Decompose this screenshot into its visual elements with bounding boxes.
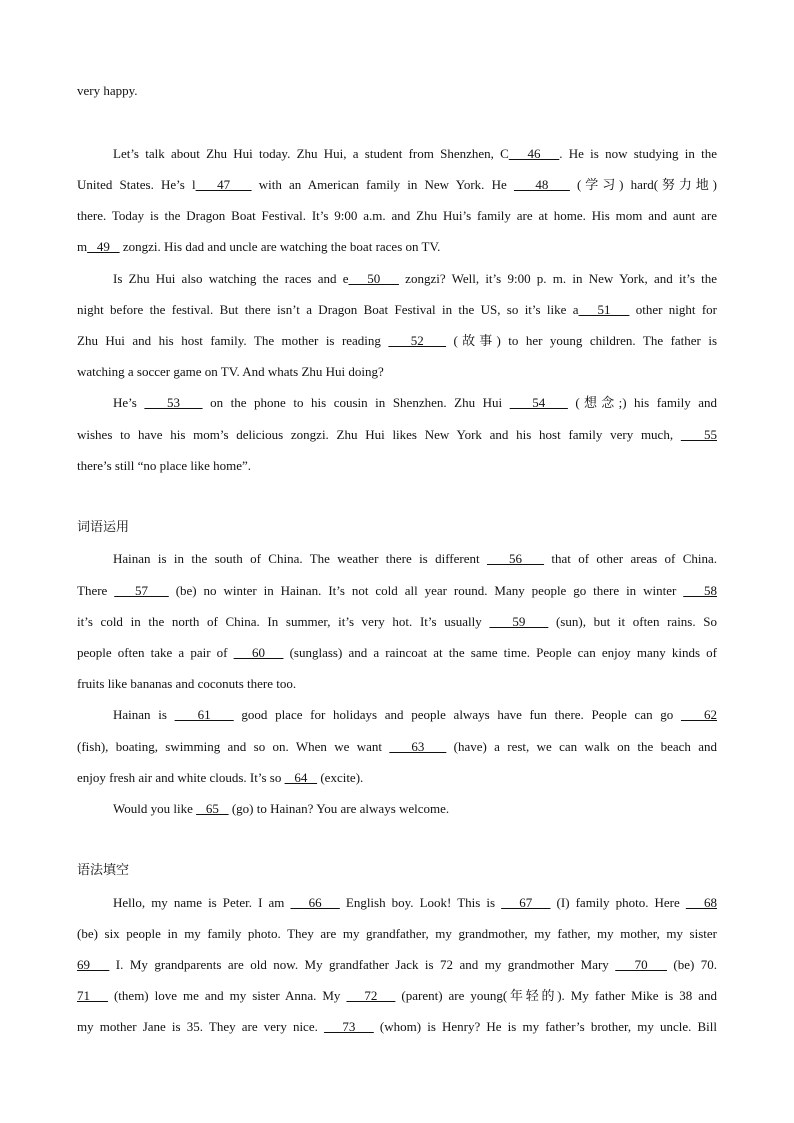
grammar-line-2: (be) six people in my family photo. They are my grandfather, my grandmother, my father, my mother, my sister xyxy=(77,926,717,941)
answer-blank: 56 xyxy=(486,551,545,566)
answer-blank: 65 xyxy=(196,801,229,816)
answer-blank: 71 xyxy=(77,988,108,1003)
answer-blank: 51 xyxy=(578,302,630,317)
answer-blank: 61 xyxy=(174,707,234,722)
grammar-line-5: my mother Jane is 35. They are very nice. 73 (whom) is Henry? He is my father’s brother, my uncle. Bill xyxy=(77,1019,718,1034)
answer-blank: 68 xyxy=(685,895,718,910)
passage1-line-1: Let’s talk about Zhu Hui today. Zhu Hui, a student from Shenzhen, C 46 . He is now studying in the xyxy=(113,146,718,161)
answer-blank: 49 xyxy=(87,239,120,254)
answer-blank: 57 xyxy=(114,583,169,598)
answer-blank: 63 xyxy=(389,739,447,754)
section-title-grammar: 语法填空 xyxy=(77,863,130,878)
answer-blank: 69 xyxy=(77,957,110,972)
word-use-line-5: fruits like bananas and coconuts there too. xyxy=(77,676,297,691)
word-use-line-8: enjoy fresh air and white clouds. It’s so 64 (excite). xyxy=(77,770,364,785)
passage1-line-7: Zhu Hui and his host family. The mother is reading 52 (故事) to her young children. The father is xyxy=(77,333,717,348)
answer-blank: 52 xyxy=(388,333,447,348)
word-use-line-1: Hainan is in the south of China. The weather there is different 56 that of other areas of China. xyxy=(113,551,718,566)
answer-blank: 55 xyxy=(680,427,717,442)
answer-blank: 64 xyxy=(284,770,318,785)
answer-blank: 58 xyxy=(683,583,717,598)
grammar-line-1: Hello, my name is Peter. I am 66 English boy. Look! This is 67 (I) family photo. Here 68 xyxy=(113,895,718,910)
passage1-line-8: watching a soccer game on TV. And whats Zhu Hui doing? xyxy=(77,364,384,379)
answer-blank: 53 xyxy=(144,395,203,410)
word-use-line-3: it’s cold in the north of China. In summer, it’s very hot. It’s usually 59 (sun), but it often rains. So xyxy=(77,614,717,629)
passage1-line-6: night before the festival. But there isn’t a Dragon Boat Festival in the US, so it’s like a 51 other night for xyxy=(77,302,717,317)
passage1-line-4: m 49 zongzi. His dad and uncle are watching the boat races on TV. xyxy=(77,239,441,254)
word-use-line-6: Hainan is 61 good place for holidays and people always have fun there. People can go 62 xyxy=(113,707,718,722)
answer-blank: 59 xyxy=(489,614,549,629)
passage1-line-11: there’s still “no place like home”. xyxy=(77,458,251,473)
answer-blank: 73 xyxy=(323,1019,374,1034)
grammar-line-4: 71 (them) love me and my sister Anna. My 72 (parent) are young(年轻的). My father Mike is 38 and xyxy=(77,988,718,1003)
answer-blank: 46 xyxy=(508,146,560,161)
word-use-line-2: There 57 (be) no winter in Hainan. It’s not cold all year round. Many people go there in winter 58 xyxy=(77,583,717,598)
answer-blank: 62 xyxy=(680,707,718,722)
passage1-line-3: there. Today is the Dragon Boat Festival. It’s 9:00 a.m. and Zhu Hui’s family are at home. His mom and aunt are xyxy=(77,208,717,223)
answer-blank: 54 xyxy=(509,395,568,410)
grammar-line-3: 69 I. My grandparents are old now. My grandfather Jack is 72 and my grandmother Mary 70 (be) 70. xyxy=(77,957,718,972)
section-title-word-use: 词语运用 xyxy=(77,520,130,535)
answer-blank: 60 xyxy=(233,645,284,660)
answer-blank: 48 xyxy=(513,177,570,192)
answer-blank: 66 xyxy=(290,895,340,910)
passage1-line-5: Is Zhu Hui also watching the races and e 50 zongzi? Well, it’s 9:00 p. m. in New York, and it’s the xyxy=(113,271,718,286)
word-use-line-9: Would you like 65 (go) to Hainan? You are always welcome. xyxy=(113,801,450,816)
passage1-line-10: wishes to have his mom’s delicious zongzi. Zhu Hui likes New York and his host family very much, 55 xyxy=(77,427,717,442)
answer-blank: 72 xyxy=(346,988,396,1003)
intro-tail-line: very happy. xyxy=(77,83,138,98)
passage1-line-9: He’s 53 on the phone to his cousin in Shenzhen. Zhu Hui 54 (想念;) his family and xyxy=(113,395,718,410)
answer-blank: 67 xyxy=(501,895,551,910)
answer-blank: 47 xyxy=(195,177,252,192)
passage1-line-2: United States. He’s l 47 with an American family in New York. He 48 (学习) hard(努力地) xyxy=(77,177,717,192)
answer-blank: 50 xyxy=(348,271,399,286)
word-use-line-7: (fish), boating, swimming and so on. When we want 63 (have) a rest, we can walk on the beach and xyxy=(77,739,718,754)
answer-blank: 70 xyxy=(615,957,667,972)
word-use-line-4: people often take a pair of 60 (sunglass) and a raincoat at the same time. People can enjoy many kinds of xyxy=(77,645,718,660)
